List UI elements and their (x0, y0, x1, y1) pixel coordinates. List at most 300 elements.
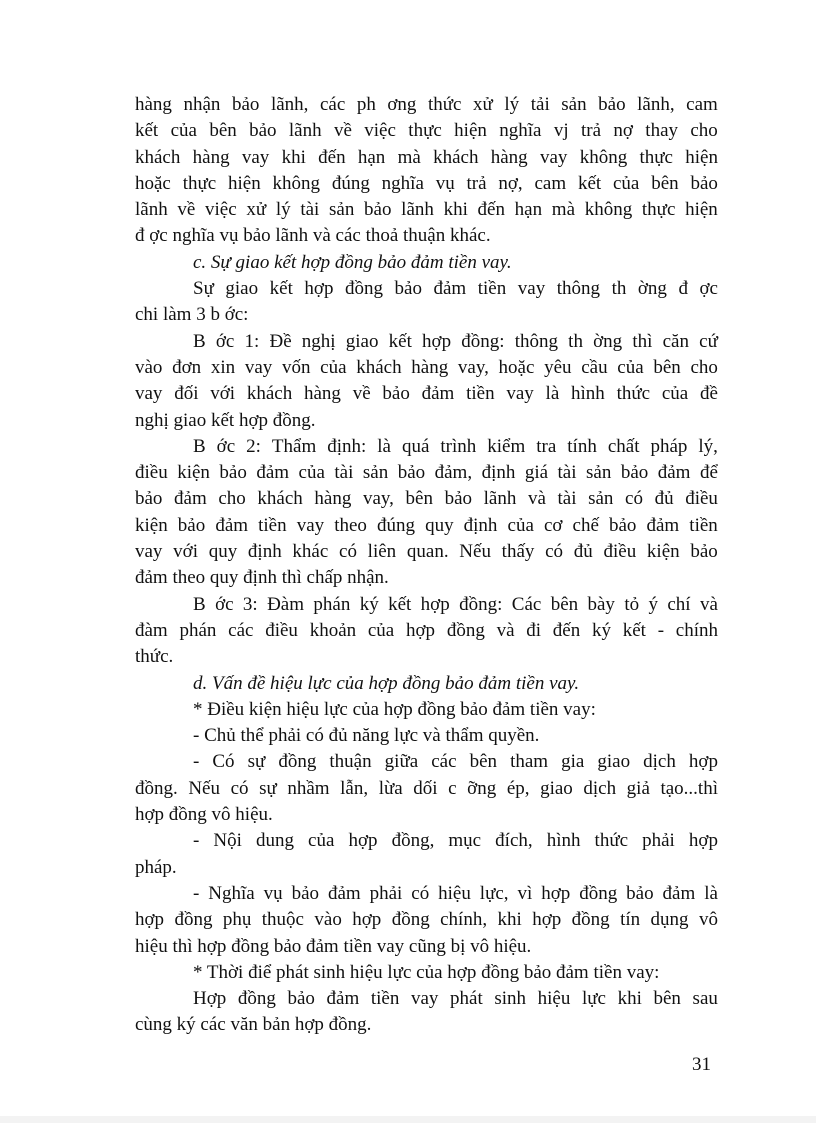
word: đồng (237, 988, 276, 1010)
word: đồng: (461, 330, 505, 352)
word: với (173, 541, 198, 563)
word: tải (530, 94, 550, 115)
word: là (377, 435, 391, 457)
word: kết (622, 619, 646, 641)
word: thức (594, 830, 629, 852)
word: có (411, 882, 430, 904)
text-line: * Điều kiện hiệu lực của hợp đồng bảo đảm tiền vay: (193, 698, 596, 720)
word: giả (626, 777, 650, 799)
text-line: chi làm 3 b ớc: (135, 304, 249, 326)
word: - (657, 619, 665, 641)
text-line: * Thời điể phát sinh hiệu lực của hợp đồng bảo đảm tiền vay: (193, 961, 660, 983)
word: định (247, 541, 282, 563)
word: Nội (213, 830, 242, 852)
word: ép, (506, 777, 530, 799)
word: đồng (345, 278, 383, 300)
word: hiện (685, 199, 718, 221)
word: quy (208, 541, 238, 563)
word: vào (135, 356, 163, 378)
word: đơn (172, 356, 202, 378)
word: kết (577, 172, 602, 194)
word: thuộc (261, 909, 304, 931)
word: Các (511, 593, 542, 615)
text-line (135, 592, 718, 618)
word: đến (477, 199, 505, 221)
word: ớc (216, 435, 236, 457)
word: đảm, (434, 462, 473, 484)
word: đồng (579, 882, 618, 904)
word: định (481, 462, 516, 484)
text-line (135, 513, 718, 539)
word: với (210, 383, 236, 405)
word: ơng (387, 94, 417, 115)
text-line (135, 355, 718, 381)
word: bên (550, 593, 579, 615)
word: thì (632, 330, 653, 352)
text-line: pháp. (135, 856, 177, 878)
word: thấy (501, 541, 535, 563)
word: việc (364, 120, 396, 142)
word: không (584, 199, 633, 221)
word: đồng (571, 909, 610, 931)
word: quan. (406, 541, 449, 563)
word: giao (225, 278, 259, 300)
word: đi (526, 619, 542, 641)
word: tài (557, 488, 577, 510)
word: c (448, 777, 457, 799)
word: - (193, 751, 200, 773)
word: về (352, 383, 371, 405)
word: của (367, 619, 395, 641)
word: và (699, 593, 718, 615)
word: đảm (215, 514, 249, 536)
word: tài (557, 462, 577, 484)
word: vay (296, 514, 325, 536)
document-body (135, 92, 718, 1039)
word: bảo (690, 541, 718, 563)
text-line (135, 749, 718, 775)
word: nhầm (287, 777, 330, 799)
word: thông (514, 330, 558, 352)
word: lãnh, (270, 94, 309, 115)
word: đảm (421, 383, 455, 405)
word: trả (580, 120, 602, 142)
word: bảo (287, 988, 315, 1010)
text-line (135, 486, 718, 512)
word: cam (534, 172, 567, 194)
word: vụ (435, 172, 455, 194)
text-line: nghị giao kết hợp đồng. (135, 409, 316, 431)
word: lãnh (135, 199, 168, 221)
word: có (545, 541, 564, 563)
word: trả (466, 172, 487, 194)
word: dịch (583, 777, 617, 799)
word: ph (356, 94, 376, 115)
text-line (135, 434, 718, 460)
word: lừa (378, 777, 403, 799)
word: có (625, 488, 643, 510)
word: bên (405, 488, 433, 510)
word: hàng (314, 488, 352, 510)
word: hàng (490, 146, 528, 168)
word: sự (247, 751, 266, 773)
word: căn (662, 330, 689, 352)
word: của (298, 462, 325, 484)
word: vay (241, 146, 270, 168)
word: chí (667, 593, 691, 615)
word: đảm (256, 462, 290, 484)
word: tỏ (624, 593, 640, 615)
word: kết (269, 278, 293, 300)
word: khi (497, 909, 522, 931)
text-line (135, 460, 718, 486)
word: chất (607, 435, 640, 457)
word: cứ (699, 330, 718, 352)
text-line (135, 92, 718, 118)
word: dung (255, 830, 294, 852)
word: không (272, 172, 321, 194)
word: bảo (231, 94, 260, 115)
word: đảm (646, 514, 680, 536)
word: vay (410, 988, 439, 1010)
word: hiện (685, 146, 718, 168)
word: vì (517, 882, 533, 904)
word: vụ (263, 882, 283, 904)
word: sản (329, 199, 355, 221)
word: bảo (135, 488, 163, 510)
word: thức (427, 94, 462, 115)
word: phán (179, 619, 217, 641)
word: đồng (278, 751, 317, 773)
word: ớc (215, 330, 235, 352)
word: bảo (249, 120, 277, 142)
word: Hợp (193, 988, 227, 1010)
word: xin (210, 356, 236, 378)
word: ký (359, 593, 379, 615)
word: sản (362, 462, 389, 484)
word: và (527, 488, 546, 510)
word: mục (448, 830, 482, 852)
word: kiện (177, 462, 210, 484)
word: Nếu (459, 541, 491, 563)
word: vay (135, 383, 163, 405)
word: giao (345, 330, 379, 352)
word: hàng (135, 94, 172, 115)
word: vj (553, 120, 569, 142)
word: đồng. (135, 777, 178, 799)
word: điều (685, 488, 718, 510)
word: khi (617, 988, 642, 1010)
word: hiệu (537, 988, 571, 1010)
word: hợp (406, 619, 436, 641)
word: nhận (183, 94, 221, 115)
word: phán (313, 593, 351, 615)
word: phát (450, 988, 483, 1010)
word: tài (334, 462, 354, 484)
word: tiền (258, 514, 287, 536)
word: thuận (329, 751, 372, 773)
word: có (339, 541, 357, 563)
word: cầu (581, 356, 608, 378)
section-heading-line: c. Sự giao kết hợp đồng bảo đảm tiền vay. (193, 251, 512, 273)
word: kết (388, 593, 412, 615)
word: bên (653, 356, 681, 378)
text-line (135, 197, 718, 223)
text-line (135, 145, 718, 171)
word: - (193, 830, 200, 852)
text-line: đảm theo quy định thì chấp nhận. (135, 567, 389, 589)
word: đảm (433, 278, 467, 300)
word: khách (356, 356, 402, 378)
word: bảo (394, 278, 422, 300)
word: thay (645, 120, 679, 142)
word: là (545, 383, 560, 405)
word: xử (473, 94, 493, 115)
word: thực (639, 146, 673, 168)
word: khi (443, 199, 468, 221)
word: đồng (174, 909, 213, 931)
word: Đàm (267, 593, 305, 615)
word: vay, (457, 356, 489, 378)
word: lực (581, 988, 606, 1010)
word: kết (135, 120, 159, 142)
word: th (611, 278, 627, 300)
word: tiền (477, 278, 507, 300)
word: vay (135, 541, 163, 563)
word: nợ, (498, 172, 523, 194)
word: hợp (348, 830, 378, 852)
word: sinh (494, 988, 527, 1010)
word: 3: (242, 593, 258, 615)
word: của (613, 172, 640, 194)
word: của (617, 356, 644, 378)
word: ý (648, 593, 658, 615)
word: 1: (244, 330, 260, 352)
word: hợp (304, 278, 334, 300)
word: lãnh, (637, 94, 675, 115)
word: điều (265, 619, 298, 641)
word: bảo (177, 514, 206, 536)
text-line (135, 986, 718, 1012)
page-number: 31 (692, 1054, 711, 1075)
word: ờng (637, 278, 667, 300)
word: có (230, 777, 249, 799)
text-line: hợp đồng vô hiệu. (135, 804, 273, 826)
word: lãnh (288, 120, 322, 142)
word: bên (209, 120, 237, 142)
word: thực (641, 199, 676, 221)
word: các (228, 619, 254, 641)
word: giá (524, 462, 549, 484)
word: đàm (135, 619, 168, 641)
text-line (135, 381, 718, 407)
word: đồng (446, 619, 485, 641)
word: đúng (331, 172, 370, 194)
text-line (135, 618, 718, 644)
word: quá (401, 435, 430, 457)
word: tài (300, 199, 320, 221)
word: Có (212, 751, 235, 773)
word: hiệu (438, 882, 471, 904)
word: vay (517, 278, 546, 300)
word: điều (135, 462, 168, 484)
word: chính (675, 619, 718, 641)
word: chính, (440, 909, 488, 931)
text-line (135, 907, 718, 933)
word: định: (327, 435, 367, 457)
word: bày (587, 593, 615, 615)
word: để (699, 462, 718, 484)
text-line: - Chủ thể phải có đủ năng lực và thẩm quyền. (193, 725, 540, 747)
word: dụng (650, 909, 689, 931)
word: đề (700, 383, 718, 405)
word: hình (546, 830, 581, 852)
word: gia (561, 751, 585, 773)
word: bảo (397, 462, 426, 484)
text-line (135, 776, 718, 802)
word: pháp (650, 435, 688, 457)
word: dịch (643, 751, 676, 773)
word: mà (551, 199, 576, 221)
word: tín (620, 909, 641, 931)
word: cơ (543, 514, 563, 536)
word: lẫn, (340, 777, 369, 799)
word: kiện (646, 541, 680, 563)
word: ớc (215, 593, 234, 615)
word: cho (218, 488, 246, 510)
word: trình (440, 435, 477, 457)
word: hàng (411, 356, 449, 378)
word: đủ (573, 541, 593, 563)
word: phải (369, 882, 403, 904)
word: khi (281, 146, 306, 168)
word: ợc (699, 278, 718, 300)
word: vô (698, 909, 718, 931)
word: bảo (291, 882, 320, 904)
word: Đề (269, 330, 292, 352)
word: hợp (541, 882, 571, 904)
word: tra (536, 435, 557, 457)
word: thực (408, 120, 442, 142)
word: đồng, (391, 830, 435, 852)
word: xử (246, 199, 267, 221)
word: giữa (384, 751, 419, 773)
word: là (704, 882, 718, 904)
word: tiền (689, 514, 718, 536)
word: hợp (420, 593, 450, 615)
word: thực (182, 172, 217, 194)
word: thức (616, 383, 651, 405)
word: bảo (382, 383, 410, 405)
word: giao (540, 777, 573, 799)
word: sản (586, 462, 612, 484)
word: quy (425, 514, 454, 536)
word: tham (510, 751, 549, 773)
text-line (135, 828, 718, 854)
word: bên (653, 988, 681, 1010)
word: cho (690, 120, 718, 142)
word: lãnh (401, 199, 434, 221)
text-line: cùng ký các văn bản hợp đồng. (135, 1014, 372, 1036)
word: Nghĩa (208, 882, 255, 904)
word: hợp (135, 909, 165, 931)
section-heading-line: d. Vấn đề hiệu lực của hợp đồng bảo đảm tiền vay. (193, 672, 580, 694)
word: sản (561, 94, 587, 115)
word: ỡng (467, 777, 497, 799)
text-line (135, 276, 718, 302)
word: lý, (698, 435, 718, 457)
word: hạn (357, 146, 386, 168)
word: yêu (544, 356, 572, 378)
page-bottom-edge (0, 1116, 816, 1123)
word: khách (433, 146, 479, 168)
word: nghĩa (381, 172, 424, 194)
word: vay, (362, 488, 394, 510)
word: khách (257, 488, 303, 510)
word: hợp (422, 330, 452, 352)
text-line: đ ợc nghĩa vụ bảo lãnh và các thoả thuận khác. (135, 225, 491, 247)
word: không (579, 146, 628, 168)
word: của (320, 356, 347, 378)
word: sau (692, 988, 718, 1010)
word: lý (504, 94, 520, 115)
word: vốn (281, 356, 311, 378)
word: cho (690, 356, 718, 378)
word: ờng (593, 330, 623, 352)
word: bên (651, 172, 679, 194)
word: cam (686, 94, 718, 115)
word: hoặc (498, 356, 535, 378)
word: th (568, 330, 583, 352)
word: lý (275, 199, 291, 221)
word: phụ (222, 909, 252, 931)
word: đích, (495, 830, 533, 852)
word: mà (397, 146, 421, 168)
word: bảo (620, 462, 649, 484)
word: vào (314, 909, 342, 931)
word: 2: (246, 435, 261, 457)
word: khách (246, 383, 293, 405)
word: bên (469, 751, 498, 773)
word: B (193, 435, 206, 457)
word: hiện (228, 172, 261, 194)
word: liên (367, 541, 397, 563)
word: đồng: (459, 593, 503, 615)
word: các (431, 751, 457, 773)
word: chế (572, 514, 599, 536)
word: đảm (326, 988, 360, 1010)
word: đồng (391, 909, 430, 931)
word: theo (334, 514, 367, 536)
word: hình (571, 383, 605, 405)
word: khoản (309, 619, 357, 641)
word: vay (506, 383, 534, 405)
word: đ (678, 278, 688, 300)
word: bảo (608, 514, 637, 536)
word: Thẩm (271, 435, 317, 457)
word: khác (292, 541, 329, 563)
word: tiền (466, 383, 495, 405)
word: hoặc (135, 172, 171, 194)
word: hợp (352, 909, 382, 931)
word: Sự (193, 278, 214, 300)
word: và (496, 619, 515, 641)
word: đảm (657, 462, 691, 484)
word: Nếu (188, 777, 220, 799)
word: B (193, 330, 206, 352)
word: hàng (303, 383, 341, 405)
word: các (319, 94, 346, 115)
